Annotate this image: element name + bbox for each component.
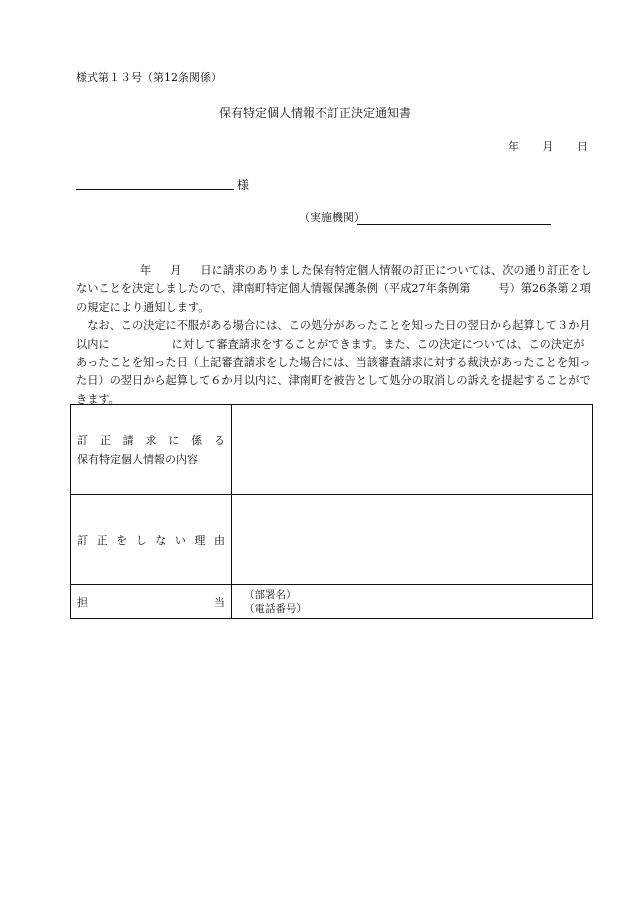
label-char: を [116,533,128,547]
document-title: 保有特定個人情報不訂正決定通知書 [218,106,411,120]
label-char: 訂 [77,533,88,547]
label-char: し [135,533,147,547]
value-cell-reason[interactable] [232,495,593,585]
notice-paragraph-1 [76,262,592,317]
label-char: な [155,533,167,547]
agency-blank [357,224,551,225]
table-row-contact [71,585,593,619]
label-char: 請 [122,433,134,447]
p2-text-a: なお、この決定に不服がある場合には、この処分があったことを知った日の翌日から起算して３か月以内に [76,319,591,351]
label-char: 当 [214,595,225,609]
label-cell-contact [71,585,232,619]
label-char: に [168,433,180,447]
label-char: 係 [191,433,203,447]
date-line [488,138,588,154]
p1-month: 月 [170,264,182,277]
label-cell-reason [71,495,232,585]
p2-text-b: に対して審査請求をすることができます。また、この決定については、この決定があったことを知った日（上記審査請求をした場合には、当該審査請求に対する裁決があったことを知った日）の翌日から起算して６か月以内に、津南町を被告として処分の取消しの訴えを提起することができます。 [76,337,591,406]
label-content-line1 [77,431,225,450]
agency-label: （実施機関） [299,211,365,224]
form-number: 様式第１３号（第12条関係） [76,71,222,84]
label-char: 求 [145,433,157,447]
label-char: る [213,433,225,447]
p1-year: 年 [140,264,152,277]
notice-paragraph-2 [76,317,592,409]
label-char: 正 [99,433,111,447]
notice-body [76,262,592,409]
p1-text: 日に請求のありました保有特定個人情報の訂正については、次の通り訂正をしないことを決定しましたので、津南町特定個人情報保護条例（平成27年条例第 [76,264,592,296]
date-day: 日 [577,140,588,153]
value-cell-contact [232,585,593,619]
label-char: 訂 [77,433,88,447]
details-table [70,404,593,619]
addressee-blank [76,189,234,190]
label-char: い [174,533,186,547]
label-content-line2: 保有特定個人情報の内容 [77,452,198,466]
label-char: 理 [194,533,206,547]
contact-dept: （部署名） [244,588,297,601]
label-contact [77,594,225,610]
addressee-suffix: 様 [237,178,250,192]
label-reason [77,532,225,548]
date-year: 年 [508,140,519,153]
label-char: 由 [213,533,225,547]
p1-tail: 号）第26条第２項の規定により通知します。 [76,282,591,314]
label-cell-content [71,405,232,495]
table-row-content [71,405,593,495]
contact-phone: （電話番号） [244,602,307,615]
value-cell-content[interactable] [232,405,593,495]
table-row-reason [71,495,593,585]
date-month: 月 [542,140,554,153]
label-char: 担 [77,595,88,609]
label-char: 正 [96,533,108,547]
